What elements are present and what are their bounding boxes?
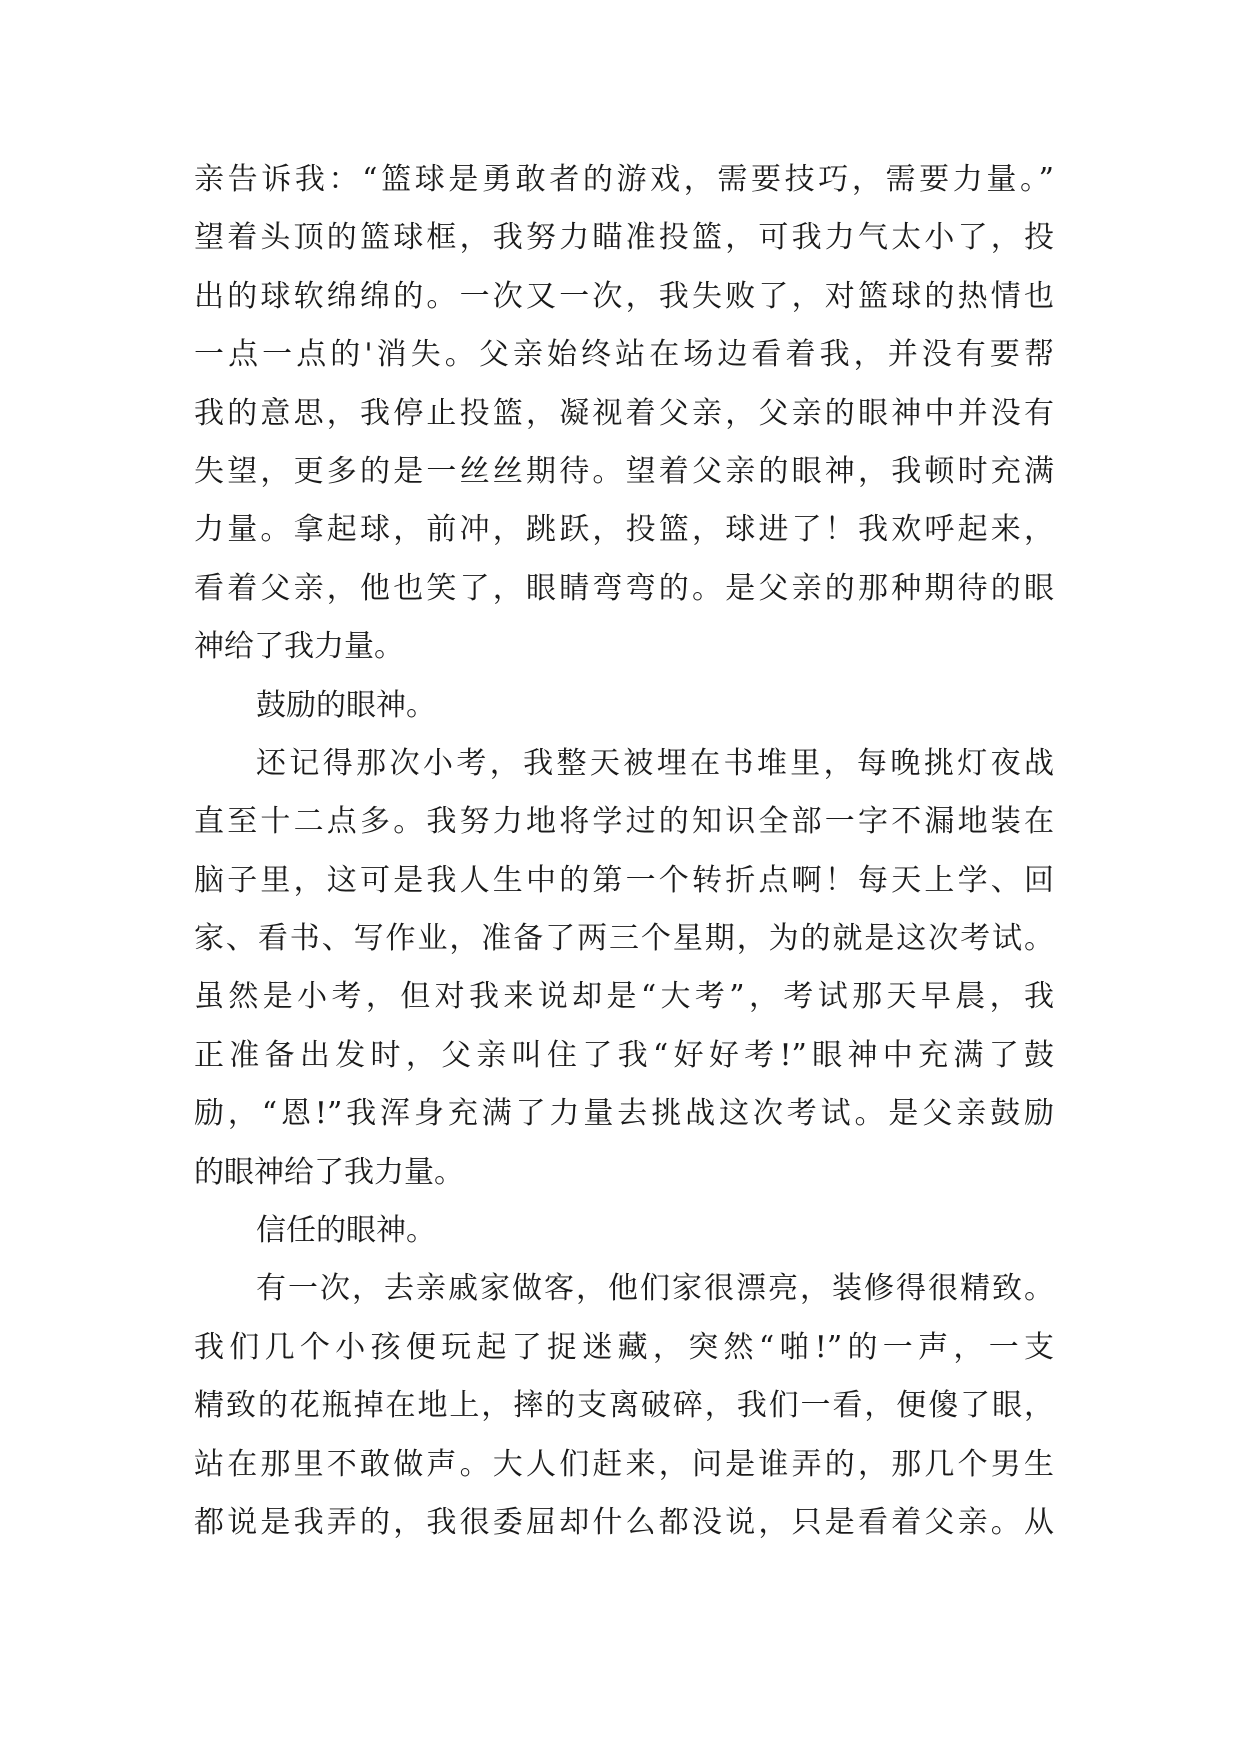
text-line: 脑子里，这可是我人生中的第一个转折点啊！每天上学、回 bbox=[194, 862, 1054, 898]
text-line: 一点一点的'消失。父亲始终站在场边看着我，并没有要帮 bbox=[194, 337, 1054, 373]
text-line: 家、看书、写作业，准备了两三个星期，为的就是这次考试。 bbox=[194, 921, 1054, 957]
text-line: 神给了我力量。 bbox=[194, 629, 404, 665]
text-line: 有一次，去亲戚家做客，他们家很漂亮，装修得很精致。 bbox=[256, 1271, 1054, 1307]
text-line: 都说是我弄的，我很委屈却什么都没说，只是看着父亲。从 bbox=[194, 1504, 1054, 1540]
text-line: 我们几个小孩便玩起了捉迷藏，突然“啪!”的一声，一支 bbox=[194, 1329, 1054, 1365]
text-line: 出的球软绵绵的。一次又一次，我失败了，对篮球的热情也 bbox=[194, 278, 1054, 314]
body-text bbox=[194, 160, 1054, 1561]
text-line: 还记得那次小考，我整天被埋在书堆里，每晚挑灯夜战 bbox=[256, 745, 1054, 781]
text-line: 正准备出发时，父亲叫住了我“好好考!”眼神中充满了鼓 bbox=[194, 1037, 1054, 1073]
text-line: 望着头顶的篮球框，我努力瞄准投篮，可我力气太小了，投 bbox=[194, 220, 1054, 256]
text-line: 直至十二点多。我努力地将学过的知识全部一字不漏地装在 bbox=[194, 804, 1054, 840]
text-line: 失望，更多的是一丝丝期待。望着父亲的眼神，我顿时充满 bbox=[194, 453, 1054, 489]
text-line: 亲告诉我：“篮球是勇敢者的游戏，需要技巧，需要力量。” bbox=[194, 162, 1054, 197]
text-line: 看着父亲，他也笑了，眼睛弯弯的。是父亲的那种期待的眼 bbox=[194, 570, 1054, 606]
text-line: 励，“恩!”我浑身充满了力量去挑战这次考试。是父亲鼓励 bbox=[194, 1096, 1054, 1132]
text-line: 信任的眼神。 bbox=[256, 1213, 436, 1249]
text-line: 我的意思，我停止投篮，凝视着父亲，父亲的眼神中并没有 bbox=[194, 395, 1054, 431]
text-line: 虽然是小考，但对我来说却是“大考”，考试那天早晨，我 bbox=[194, 979, 1054, 1015]
text-line: 的眼神给了我力量。 bbox=[194, 1154, 464, 1190]
text-line: 鼓励的眼神。 bbox=[256, 687, 436, 723]
text-line: 力量。拿起球，前冲，跳跃，投篮，球进了！我欢呼起来， bbox=[194, 512, 1054, 548]
text-line: 站在那里不敢做声。大人们赶来，问是谁弄的，那几个男生 bbox=[194, 1446, 1054, 1482]
text-line: 精致的花瓶掉在地上，摔的支离破碎，我们一看，便傻了眼， bbox=[194, 1388, 1054, 1424]
